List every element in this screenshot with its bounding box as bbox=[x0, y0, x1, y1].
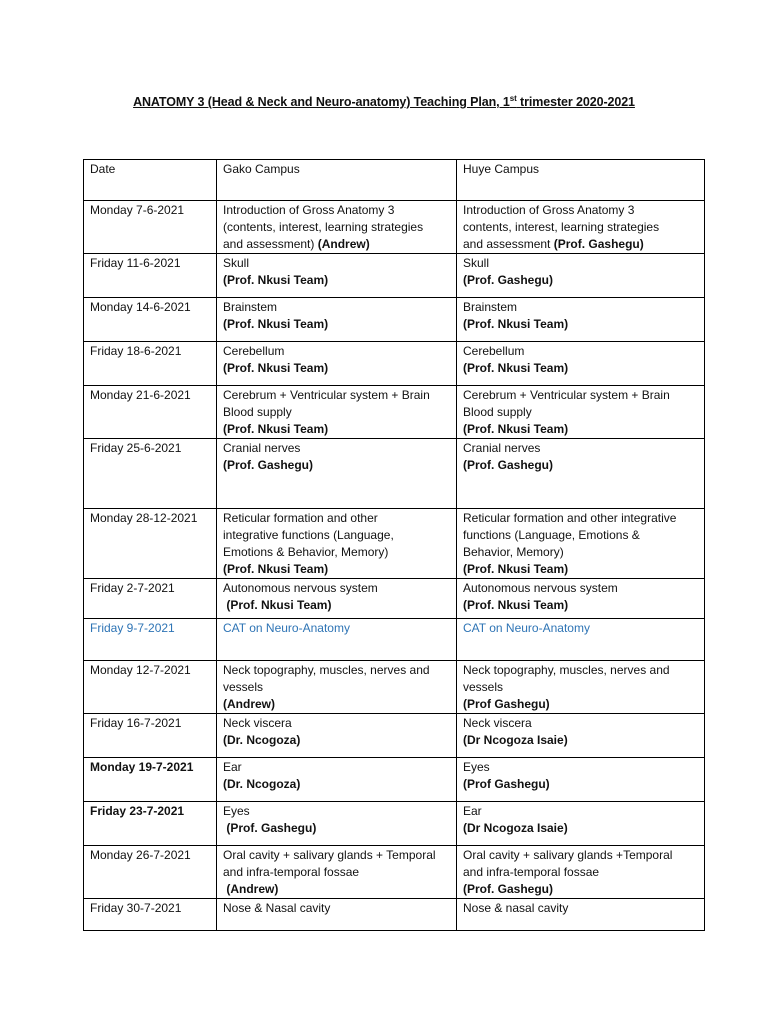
date-cell: Monday 26-7-2021 bbox=[84, 846, 217, 899]
gako-cell bbox=[217, 254, 457, 298]
date-cell: Monday 19-7-2021 bbox=[84, 758, 217, 802]
table-header-row bbox=[84, 160, 705, 201]
gako-cell bbox=[217, 509, 457, 579]
date-cell: Monday 21-6-2021 bbox=[84, 386, 217, 439]
topic-line: Neck topography, muscles, nerves and bbox=[463, 663, 670, 677]
topic-line: Ear bbox=[223, 760, 242, 774]
date-cell: Monday 28-12-2021 bbox=[84, 509, 217, 579]
gako-cell bbox=[217, 661, 457, 714]
date-cell: Friday 11-6-2021 bbox=[84, 254, 217, 298]
lecturer-name: (Andrew) bbox=[317, 237, 370, 251]
topic-line: integrative functions (Language, bbox=[223, 528, 394, 542]
gako-cell bbox=[217, 899, 457, 931]
table-row bbox=[84, 846, 705, 899]
topic-line: Neck viscera bbox=[463, 716, 532, 730]
lecturer-name: (Prof. Gashegu) bbox=[463, 273, 554, 287]
lecturer-name: (Prof Gashegu) bbox=[463, 777, 550, 791]
gako-cell bbox=[217, 846, 457, 899]
title-text: ANATOMY 3 (Head & Neck and Neuro-anatomy) Teaching Plan, 1 bbox=[133, 95, 510, 110]
topic-line: Blood supply bbox=[463, 405, 532, 419]
huye-cell bbox=[457, 386, 705, 439]
gako-cell bbox=[217, 342, 457, 386]
lecturer-name: (Prof. Nkusi Team) bbox=[223, 422, 329, 436]
lecturer-name: (Prof. Gashegu) bbox=[463, 882, 554, 896]
gako-cell bbox=[217, 439, 457, 509]
lecturer-name: (Prof. Nkusi Team) bbox=[463, 562, 569, 576]
lecturer-name: (Dr. Ncogoza) bbox=[223, 733, 301, 747]
topic-line: Skull bbox=[463, 256, 490, 270]
gako-cell bbox=[217, 579, 457, 619]
table-row bbox=[84, 579, 705, 619]
lecturer-name: (Prof. Nkusi Team) bbox=[463, 361, 569, 375]
topic-line: Skull bbox=[223, 256, 250, 270]
gako-cell bbox=[217, 298, 457, 342]
table-row bbox=[84, 802, 705, 846]
gako-cell bbox=[217, 758, 457, 802]
topic-line: and infra-temporal fossae bbox=[463, 865, 600, 879]
huye-cell bbox=[457, 758, 705, 802]
huye-cell bbox=[457, 802, 705, 846]
lecturer-name: (Prof. Gashegu) bbox=[553, 237, 644, 251]
topic-line: Cerebellum bbox=[463, 344, 525, 358]
lecturer-name: (Dr. Ncogoza) bbox=[223, 777, 301, 791]
topic-line: Brainstem bbox=[463, 300, 518, 314]
topic-line: Cranial nerves bbox=[223, 441, 301, 455]
topic-line: Reticular formation and other bbox=[223, 511, 378, 525]
gako-cell bbox=[217, 714, 457, 758]
topic-line: Eyes bbox=[463, 760, 490, 774]
topic-line: Brainstem bbox=[223, 300, 278, 314]
table-row bbox=[84, 298, 705, 342]
lecturer-name: (Andrew) bbox=[223, 882, 279, 896]
huye-cell bbox=[457, 899, 705, 931]
date-cell: Friday 16-7-2021 bbox=[84, 714, 217, 758]
topic-line: Eyes bbox=[223, 804, 250, 818]
topic-line: and assessment bbox=[463, 237, 554, 251]
table-row bbox=[84, 509, 705, 579]
topic-line: contents, interest, learning strategies bbox=[463, 220, 660, 234]
lecturer-name: (Andrew) bbox=[223, 697, 275, 711]
gako-cell bbox=[217, 619, 457, 661]
huye-cell bbox=[457, 342, 705, 386]
title-superscript: st bbox=[509, 94, 517, 103]
topic-line: Neck viscera bbox=[223, 716, 292, 730]
gako-cell bbox=[217, 802, 457, 846]
date-cell: Friday 18-6-2021 bbox=[84, 342, 217, 386]
table-row bbox=[84, 386, 705, 439]
table-row bbox=[84, 899, 705, 931]
header-date: Date bbox=[84, 160, 217, 201]
table-row bbox=[84, 714, 705, 758]
huye-cell bbox=[457, 254, 705, 298]
date-cell: Monday 14-6-2021 bbox=[84, 298, 217, 342]
date-cell: Friday 2-7-2021 bbox=[84, 579, 217, 619]
lecturer-name: (Prof. Nkusi Team) bbox=[223, 273, 329, 287]
huye-cell bbox=[457, 579, 705, 619]
topic-line: Behavior, Memory) bbox=[463, 545, 564, 559]
date-cell: Friday 9-7-2021 bbox=[84, 619, 217, 661]
topic-line: CAT on Neuro-Anatomy bbox=[463, 621, 590, 635]
lecturer-name: (Dr Ncogoza Isaie) bbox=[463, 821, 568, 835]
lecturer-name: (Prof. Nkusi Team) bbox=[463, 317, 569, 331]
topic-line: Cerebrum + Ventricular system + Brain bbox=[223, 388, 430, 402]
lecturer-name: (Prof Gashegu) bbox=[463, 697, 550, 711]
topic-line: Ear bbox=[463, 804, 482, 818]
header-gako-campus: Gako Campus bbox=[217, 160, 457, 201]
topic-line: Oral cavity + salivary glands + Temporal bbox=[223, 848, 436, 862]
topic-line: and infra-temporal fossae bbox=[223, 865, 360, 879]
huye-cell bbox=[457, 846, 705, 899]
lecturer-name: (Prof. Nkusi Team) bbox=[463, 598, 569, 612]
lecturer-name: (Prof. Nkusi Team) bbox=[223, 598, 332, 612]
lecturer-name: (Dr Ncogoza Isaie) bbox=[463, 733, 568, 747]
topic-line: Neck topography, muscles, nerves and bbox=[223, 663, 430, 677]
gako-cell bbox=[217, 386, 457, 439]
topic-line: Nose & Nasal cavity bbox=[223, 901, 331, 915]
lecturer-name: (Prof. Gashegu) bbox=[223, 458, 314, 472]
huye-cell bbox=[457, 298, 705, 342]
topic-line: Oral cavity + salivary glands +Temporal bbox=[463, 848, 673, 862]
topic-line: functions (Language, Emotions & bbox=[463, 528, 640, 542]
date-cell: Monday 7-6-2021 bbox=[84, 201, 217, 254]
topic-line: and assessment) bbox=[223, 237, 318, 251]
topic-line: Autonomous nervous system bbox=[223, 581, 378, 595]
topic-line: Emotions & Behavior, Memory) bbox=[223, 545, 389, 559]
topic-line: Cerebellum bbox=[223, 344, 285, 358]
topic-line: Blood supply bbox=[223, 405, 292, 419]
huye-cell bbox=[457, 509, 705, 579]
title-text-end: trimester 2020-2021 bbox=[516, 95, 635, 110]
document-title bbox=[0, 94, 768, 109]
lecturer-name: (Prof. Gashegu) bbox=[223, 821, 317, 835]
topic-line: Reticular formation and other integrative bbox=[463, 511, 677, 525]
huye-cell bbox=[457, 619, 705, 661]
table-row bbox=[84, 439, 705, 509]
lecturer-name: (Prof. Nkusi Team) bbox=[223, 317, 329, 331]
teaching-plan-table bbox=[83, 159, 705, 931]
huye-cell bbox=[457, 439, 705, 509]
topic-line: Introduction of Gross Anatomy 3 bbox=[223, 203, 395, 217]
date-cell: Friday 23-7-2021 bbox=[84, 802, 217, 846]
lecturer-name: (Prof. Nkusi Team) bbox=[463, 422, 569, 436]
table-row bbox=[84, 342, 705, 386]
table-row bbox=[84, 661, 705, 714]
topic-line: (contents, interest, learning strategies bbox=[223, 220, 424, 234]
table-row bbox=[84, 201, 705, 254]
date-cell: Friday 25-6-2021 bbox=[84, 439, 217, 509]
topic-line: Cranial nerves bbox=[463, 441, 541, 455]
gako-cell bbox=[217, 201, 457, 254]
lecturer-name: (Prof. Gashegu) bbox=[463, 458, 554, 472]
topic-line: Introduction of Gross Anatomy 3 bbox=[463, 203, 635, 217]
date-cell: Monday 12-7-2021 bbox=[84, 661, 217, 714]
table-row-cat bbox=[84, 619, 705, 661]
date-cell: Friday 30-7-2021 bbox=[84, 899, 217, 931]
lecturer-name: (Prof. Nkusi Team) bbox=[223, 562, 329, 576]
table-row bbox=[84, 254, 705, 298]
table-row bbox=[84, 758, 705, 802]
topic-line: vessels bbox=[223, 680, 264, 694]
topic-line: Cerebrum + Ventricular system + Brain bbox=[463, 388, 670, 402]
topic-line: Nose & nasal cavity bbox=[463, 901, 569, 915]
topic-line: vessels bbox=[463, 680, 504, 694]
huye-cell bbox=[457, 714, 705, 758]
topic-line: Autonomous nervous system bbox=[463, 581, 618, 595]
header-huye-campus: Huye Campus bbox=[457, 160, 705, 201]
huye-cell bbox=[457, 201, 705, 254]
huye-cell bbox=[457, 661, 705, 714]
lecturer-name: (Prof. Nkusi Team) bbox=[223, 361, 329, 375]
topic-line: CAT on Neuro-Anatomy bbox=[223, 621, 350, 635]
